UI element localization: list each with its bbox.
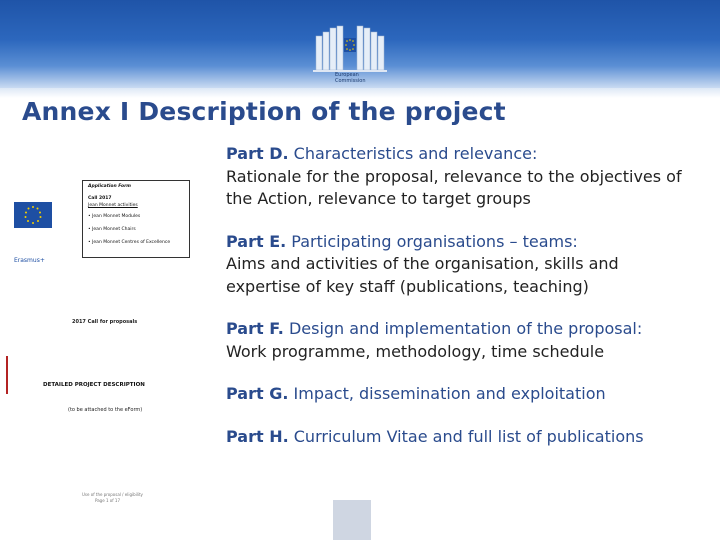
- form-title: Application Form: [88, 184, 131, 189]
- erasmus-label: Erasmus+: [14, 257, 45, 264]
- attached-note: (to be attached to the eForm): [68, 407, 143, 413]
- logo-text: [335, 72, 366, 84]
- agency-stamp: [333, 500, 371, 540]
- part-f: [226, 318, 686, 363]
- form-item-3: • Jean Monnet Centres of Excellence: [88, 240, 171, 245]
- logo-text-line-2: Commission: [335, 78, 366, 84]
- part-f-body: Work programme, methodology, time schedule: [226, 341, 605, 361]
- part-e: [226, 231, 686, 299]
- part-f-label: Part F.: [226, 319, 284, 338]
- eu-flag-icon: [14, 202, 52, 228]
- part-e-label: Part E.: [226, 231, 287, 251]
- logo-text-line-1: European: [335, 72, 359, 78]
- part-g-label: Part G.: [226, 384, 289, 403]
- detailed-project-description: DETAILED PROJECT DESCRIPTION: [43, 382, 145, 388]
- part-e-body: Aims and activities of the organisation, skills and expertise of key staff (publications, teaching): [226, 254, 619, 296]
- part-h-heading: Curriculum Vitae and full list of publications: [288, 426, 644, 446]
- part-f-heading: Design and implementation of the proposal:: [283, 319, 643, 338]
- part-d-heading: Characteristics and relevance:: [288, 144, 538, 163]
- form-call: Call 2017: [88, 196, 112, 201]
- part-d-body: Rationale for the proposal, relevance to the objectives of the Action, relevance to target groups: [226, 166, 682, 208]
- form-activities: Jean Monnet activities: [88, 203, 138, 208]
- footer-line-1: Use of the proposal / eligibility: [82, 492, 143, 497]
- form-item-2: • Jean Monnet Chairs: [88, 227, 136, 232]
- page-title: Annex I Description of the project: [22, 97, 506, 126]
- part-g-heading: Impact, dissemination and exploitation: [288, 384, 606, 403]
- part-h-label: Part H.: [226, 426, 289, 446]
- part-e-heading: Participating organisations – teams:: [286, 231, 578, 251]
- part-d: [226, 143, 686, 211]
- accent-line: [6, 356, 8, 394]
- part-h: [226, 426, 686, 449]
- footer-line-2: Page 1 of 17: [95, 498, 120, 503]
- part-g: [226, 383, 686, 406]
- call-for-proposals: 2017 Call for proposals: [72, 319, 138, 325]
- form-box: [82, 180, 190, 258]
- part-d-label: Part D.: [226, 144, 289, 163]
- parts-list: [226, 143, 686, 468]
- form-item-1: • Jean Monnet Modules: [88, 214, 141, 219]
